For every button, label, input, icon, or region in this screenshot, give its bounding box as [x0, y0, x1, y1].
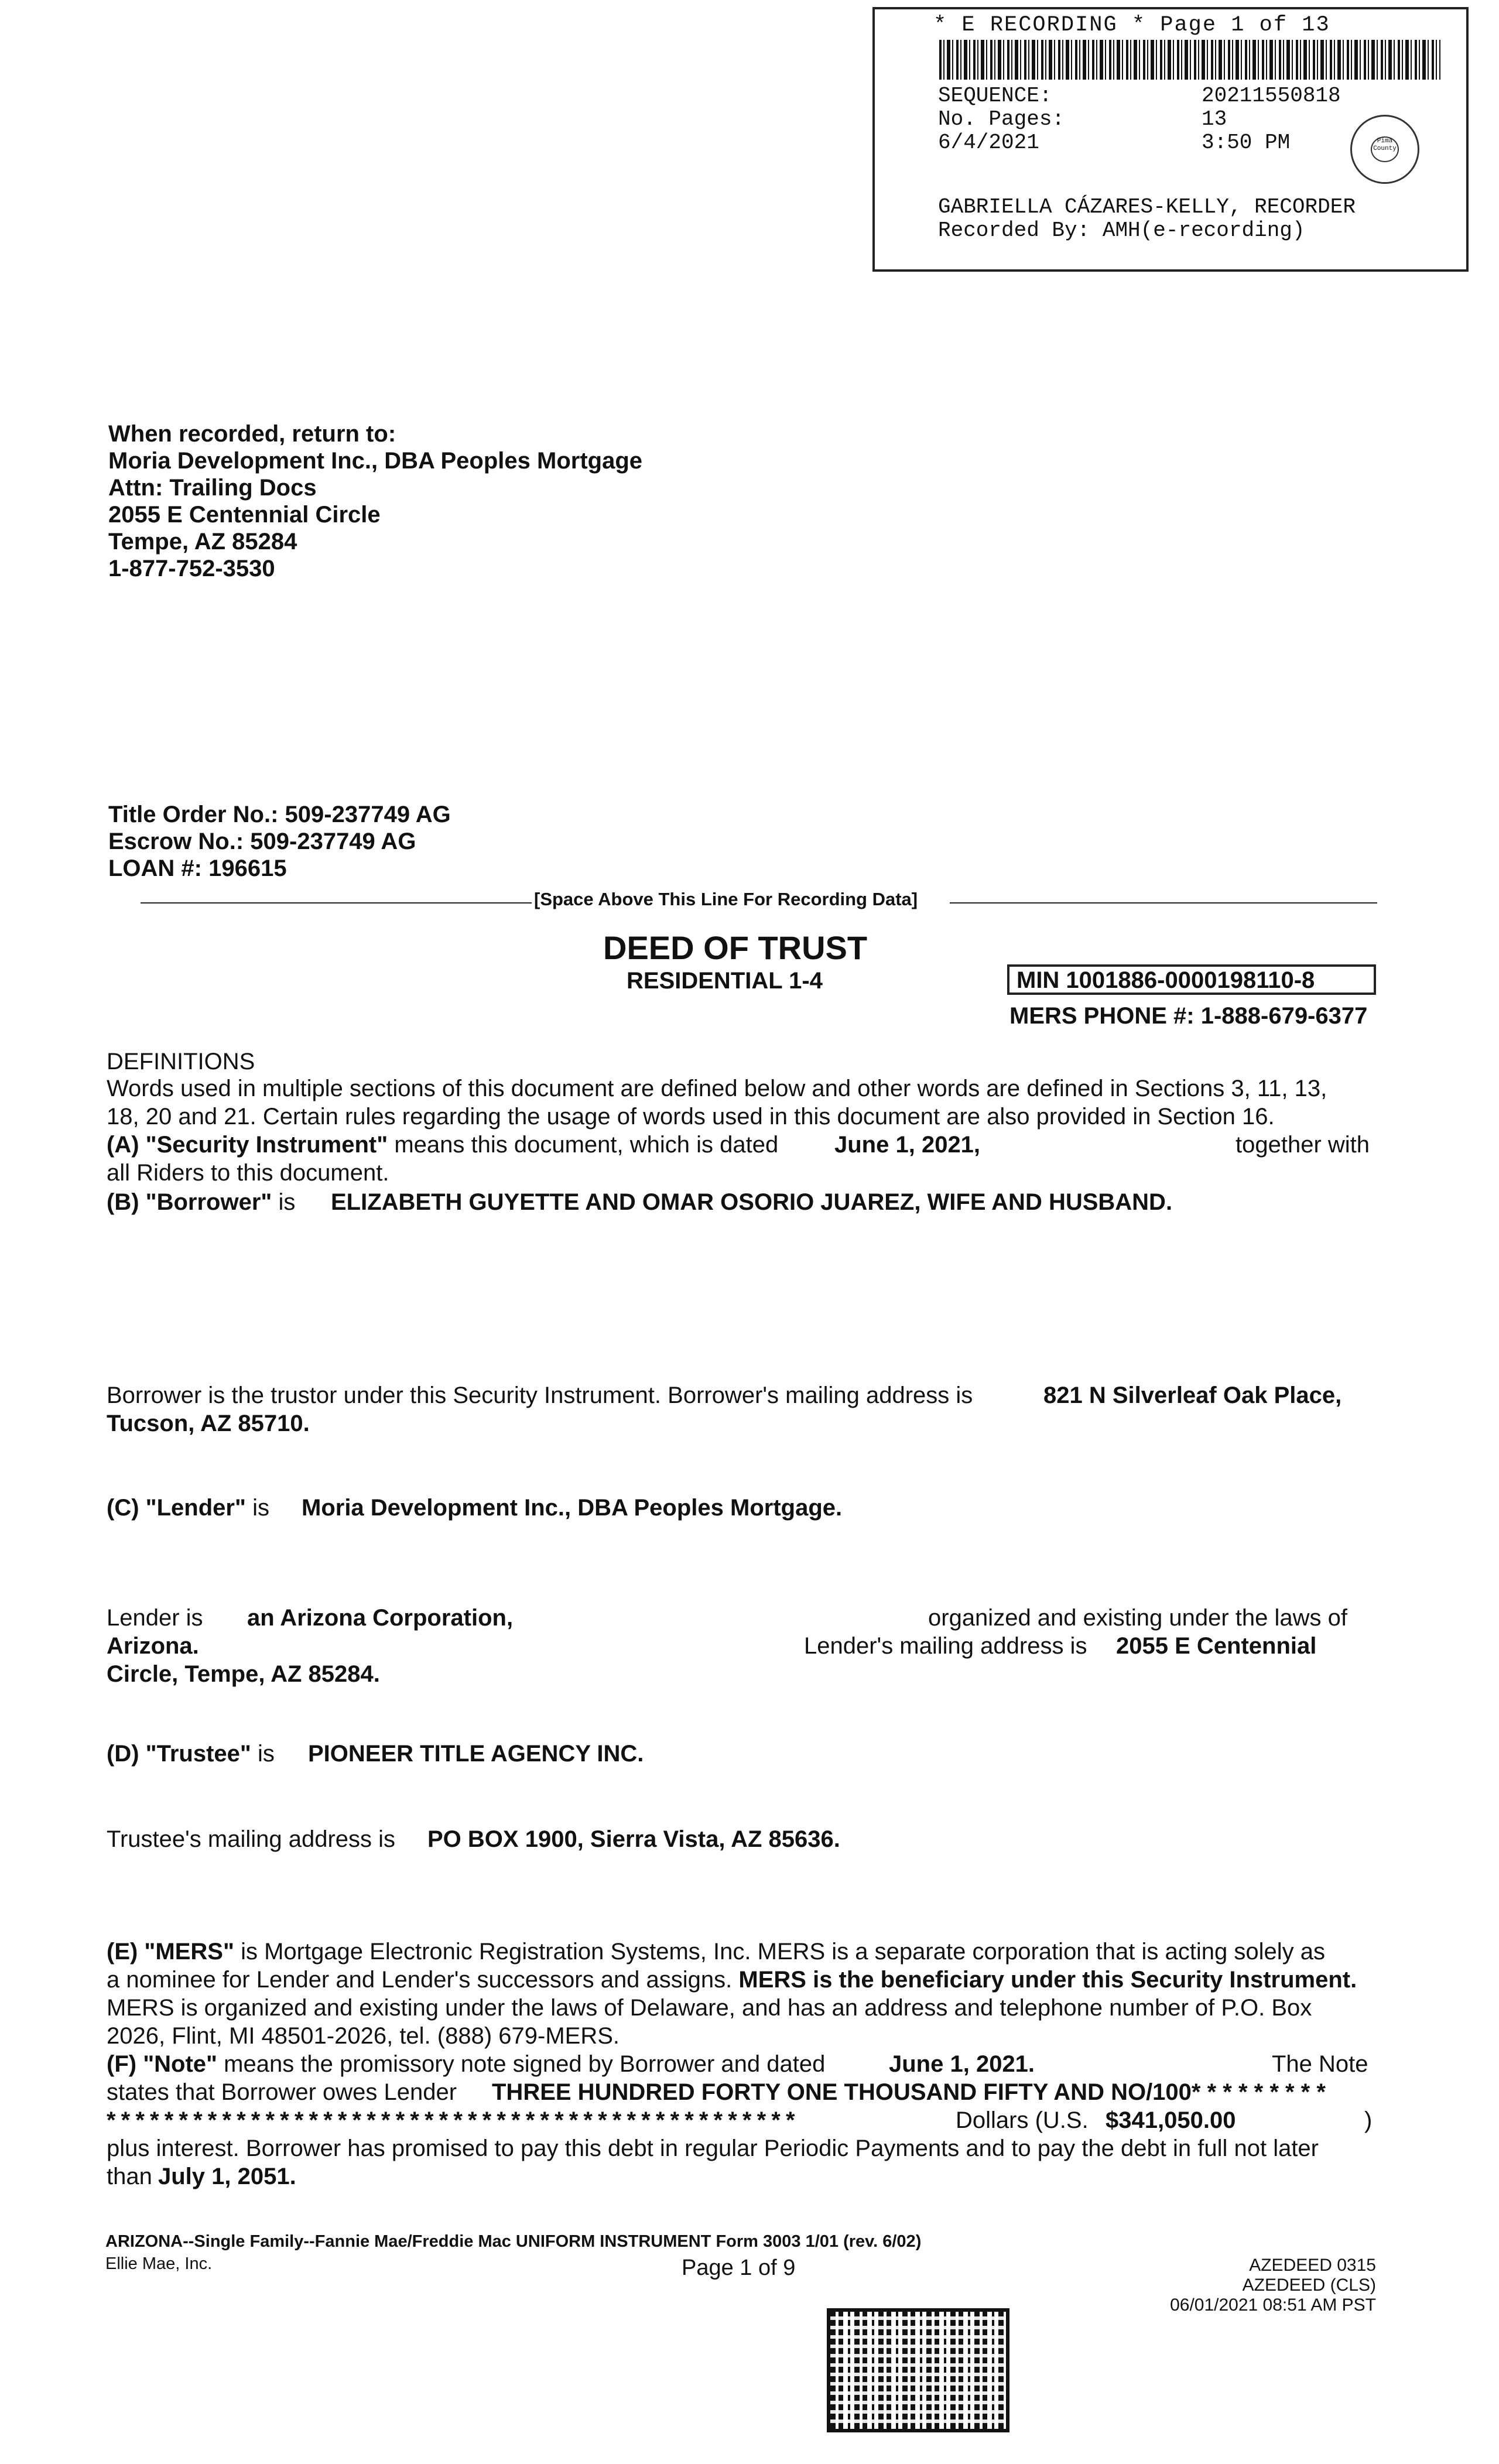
footer-timestamp: 06/01/2021 08:51 AM PST: [1170, 2295, 1376, 2315]
recorded-by: Recorded By: AMH(e-recording): [938, 218, 1305, 242]
mers-phone: MERS PHONE #: 1-888-679-6377: [1009, 1003, 1368, 1029]
security-instrument-date: June 1, 2021,: [834, 1132, 981, 1158]
definition-a-line2: all Riders to this document.: [107, 1160, 389, 1186]
definition-c-is: is: [252, 1495, 269, 1521]
note-date: June 1, 2021.: [889, 2051, 1035, 2077]
lender-name: Moria Development Inc., DBA Peoples Mortgage.: [302, 1495, 843, 1521]
min-box: [1007, 964, 1376, 995]
borrower-address-1: 821 N Silverleaf Oak Place,: [1043, 1382, 1342, 1408]
pages-value: 13: [1202, 107, 1227, 131]
footer-code-2: AZEDEED (CLS): [1242, 2275, 1376, 2295]
definition-e-line1: [107, 1938, 1325, 1965]
mers-beneficiary: MERS is the beneficiary under this Security Instrument.: [738, 1967, 1357, 1993]
definition-e-line2: [107, 1966, 1357, 1993]
definition-b: [107, 1189, 295, 1216]
return-to-street: 2055 E Centennial Circle: [108, 502, 381, 528]
loan-number: LOAN #: 196615: [108, 855, 287, 881]
borrower-names: ELIZABETH GUYETTE AND OMAR OSORIO JUAREZ, WIFE AND HUSBAND.: [331, 1189, 1173, 1215]
seal-inner-text: Pima County: [1371, 136, 1399, 162]
definition-f: [107, 2051, 825, 2078]
return-to-block: [108, 420, 642, 582]
trustor-text: Borrower is the trustor under this Security Instrument. Borrower's mailing address is: [107, 1382, 973, 1408]
lender-address-1: 2055 E Centennial: [1116, 1633, 1317, 1659]
record-time: 3:50 PM: [1202, 131, 1291, 155]
space-above-label: [Space Above This Line For Recording Data]: [534, 889, 918, 909]
return-to-attn: Attn: Trailing Docs: [108, 475, 317, 501]
definition-f-tail: The Note: [1272, 2051, 1368, 2077]
organized-text: organized and existing under the laws of: [928, 1605, 1348, 1631]
definition-d-is: is: [257, 1741, 275, 1767]
escrow-number: Escrow No.: 509-237749 AG: [108, 829, 416, 854]
document-subtitle: RESIDENTIAL 1-4: [627, 968, 823, 994]
trustee-mailing-label: Trustee's mailing address is: [107, 1826, 396, 1852]
note-amount: $341,050.00: [1106, 2107, 1236, 2133]
lender-address-2: Circle, Tempe, AZ 85284.: [107, 1661, 380, 1687]
lender-type: an Arizona Corporation,: [247, 1605, 514, 1631]
note-plus-interest: plus interest. Borrower has promised to pay this debt in regular Periodic Payments and to pay the debt in full not later: [107, 2136, 1319, 2161]
definition-d-label: (D) "Trustee": [107, 1741, 251, 1767]
borrower-address-2: Tucson, AZ 85710.: [107, 1411, 310, 1436]
record-date: 6/4/2021: [938, 131, 1039, 155]
recorder-name: GABRIELLA CÁZARES-KELLY, RECORDER: [938, 195, 1356, 219]
divider-left: [141, 902, 532, 904]
divider-right: [950, 902, 1377, 904]
stamp-header: * E RECORDING * Page 1 of 13: [933, 13, 1330, 37]
definition-e-text1: is Mortgage Electronic Registration Systems, Inc. MERS is a separate corporation that is acting solely as: [241, 1939, 1325, 1965]
lender-state: Arizona.: [107, 1633, 199, 1659]
sequence-value: 20211550818: [1202, 84, 1341, 108]
county-seal-icon: [1350, 115, 1419, 184]
dollars-label: Dollars (U.S.: [956, 2107, 1089, 2133]
datamatrix-barcode-icon: [830, 2312, 1006, 2429]
return-to-city: Tempe, AZ 85284: [108, 529, 297, 555]
page-number: Page 1 of 9: [682, 2256, 796, 2280]
definition-a-tail: together with: [1236, 1132, 1370, 1158]
lender-mailing-label: Lender's mailing address is: [804, 1633, 1087, 1659]
definition-e-text2a: a nominee for Lender and Lender's successors and assigns.: [107, 1967, 733, 1993]
document-title: DEED OF TRUST: [603, 929, 868, 966]
note-owes: states that Borrower owes Lender: [107, 2079, 457, 2105]
dollars-paren: ): [1364, 2107, 1373, 2133]
definition-d: [107, 1740, 275, 1767]
note-than: than: [107, 2164, 152, 2189]
pages-label: No. Pages:: [938, 107, 1065, 131]
footer-form: ARIZONA--Single Family--Fannie Mae/Freddie Mac UNIFORM INSTRUMENT Form 3003 1/01 (rev. 6/02): [105, 2232, 922, 2251]
definition-a: [107, 1131, 778, 1158]
trustee-name: PIONEER TITLE AGENCY INC.: [308, 1741, 644, 1767]
definition-a-label: (A) "Security Instrument": [107, 1132, 388, 1158]
definition-b-label: (B) "Borrower": [107, 1189, 272, 1215]
recording-stamp: [872, 7, 1469, 272]
definition-e-line4: 2026, Flint, MI 48501-2026, tel. (888) 679-MERS.: [107, 2023, 620, 2049]
footer-vendor: Ellie Mae, Inc.: [105, 2254, 213, 2273]
lender-is: Lender is: [107, 1605, 203, 1631]
footer-code-1: AZEDEED 0315: [1249, 2256, 1376, 2275]
return-to-company: Moria Development Inc., DBA Peoples Mortgage: [108, 448, 643, 474]
definitions-intro-2: 18, 20 and 21. Certain rules regarding the usage of words used in this document are also provided in Section 16.: [107, 1104, 1275, 1130]
note-stars: * * * * * * * * * * * * * * * * * * * * * * * * * * * * * * * * * * * * * * * * * * * * * * * *: [107, 2107, 795, 2133]
definition-a-text: means this document, which is dated: [394, 1132, 779, 1158]
min-number: MIN 1001886-0000198110-8: [1017, 967, 1315, 993]
definition-e-line3: MERS is organized and existing under the laws of Delaware, and has an address and telephone number of P.O. Box: [107, 1995, 1312, 2021]
maturity-date: July 1, 2051.: [158, 2164, 296, 2189]
definition-c: [107, 1494, 269, 1521]
definition-e-label: (E) "MERS": [107, 1939, 234, 1965]
definitions-intro-1: Words used in multiple sections of this document are defined below and other words are defined in Sections 3, 11, 13,: [107, 1076, 1327, 1101]
footer-codes: [1218, 2256, 1376, 2295]
return-to-phone: 1-877-752-3530: [108, 556, 275, 581]
reference-numbers: [108, 801, 451, 882]
definitions-heading: DEFINITIONS: [107, 1049, 255, 1074]
definition-b-is: is: [278, 1189, 296, 1215]
return-to-heading: When recorded, return to:: [108, 421, 396, 447]
definition-f-text: means the promissory note signed by Borrower and dated: [224, 2051, 826, 2077]
sequence-label: SEQUENCE:: [938, 84, 1052, 108]
title-order-number: Title Order No.: 509-237749 AG: [108, 802, 451, 827]
note-amount-words: THREE HUNDRED FORTY ONE THOUSAND FIFTY AND NO/100* * * * * * * * *: [492, 2079, 1326, 2105]
definition-f-label: (F) "Note": [107, 2051, 218, 2077]
definition-c-label: (C) "Lender": [107, 1495, 246, 1521]
trustee-address: PO BOX 1900, Sierra Vista, AZ 85636.: [427, 1826, 840, 1852]
barcode: [939, 40, 1440, 80]
